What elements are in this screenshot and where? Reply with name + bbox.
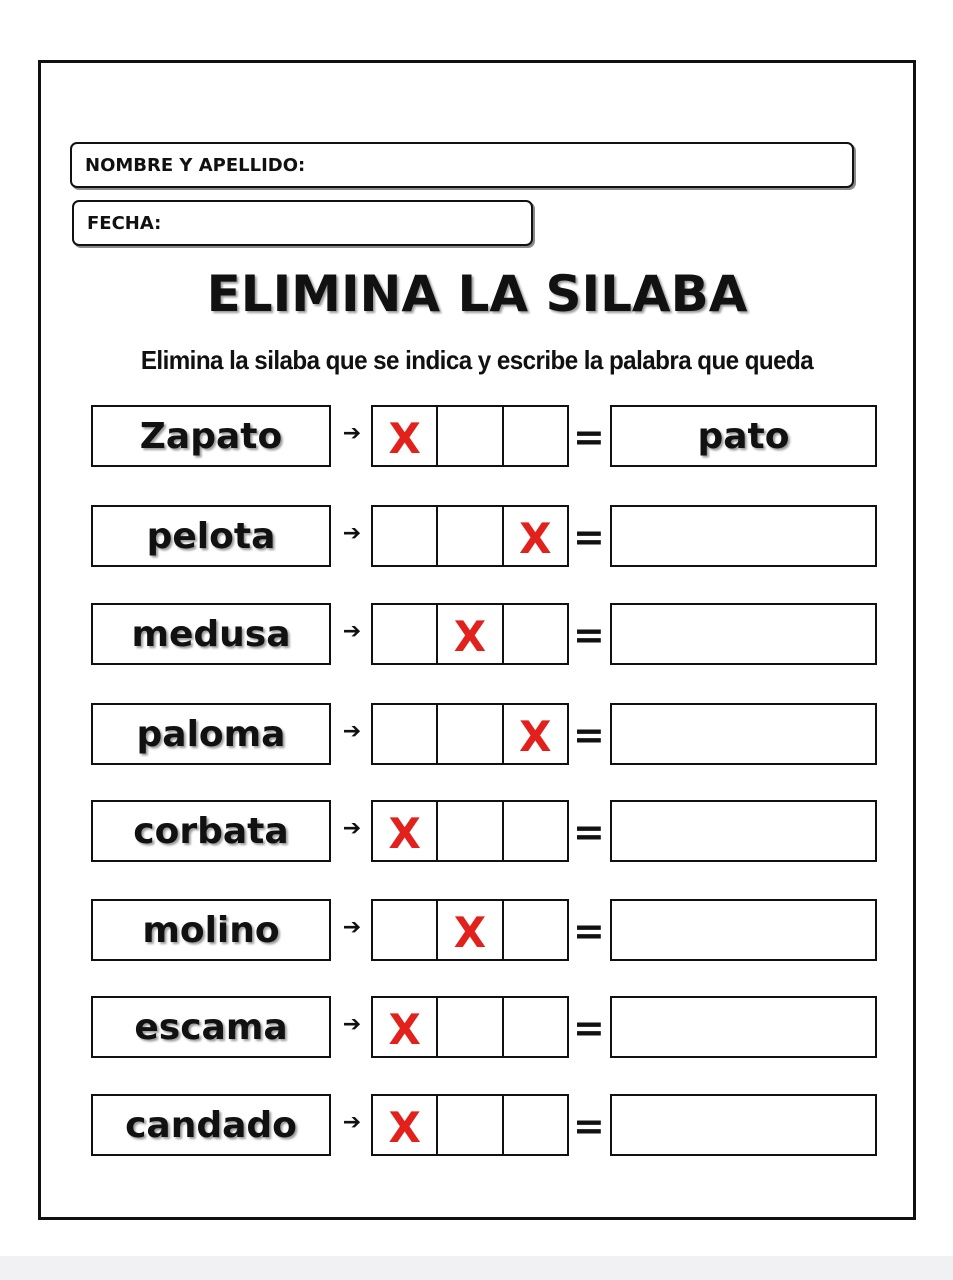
exercise-row <box>41 405 913 469</box>
cross-mark-icon: X <box>388 1103 421 1152</box>
syllable-box-1[interactable] <box>373 901 436 959</box>
syllable-box-1[interactable] <box>373 802 436 860</box>
word-box: escama <box>91 996 331 1058</box>
syllable-box-2[interactable] <box>436 605 501 663</box>
equals-sign: = <box>573 1104 605 1148</box>
arrow-right-icon: ➔ <box>342 521 362 546</box>
cross-mark-icon: X <box>388 1005 421 1054</box>
page-title: ELIMINA LA SILABA <box>206 265 748 323</box>
syllable-box-2[interactable] <box>436 998 501 1056</box>
syllable-box-3[interactable] <box>502 901 567 959</box>
arrow-right-icon: ➔ <box>342 915 362 940</box>
exercise-row <box>41 505 913 569</box>
worksheet <box>38 60 916 1220</box>
cross-mark-icon: X <box>388 414 421 463</box>
cross-mark-icon: X <box>519 712 552 761</box>
equals-sign: = <box>573 810 605 854</box>
cross-mark-icon: X <box>453 908 487 957</box>
syllable-box-3[interactable] <box>502 998 567 1056</box>
syllable-boxes <box>371 603 569 665</box>
exercise-row <box>41 1094 913 1158</box>
word-box: paloma <box>91 703 331 765</box>
syllable-box-2[interactable] <box>436 407 501 465</box>
arrow-right-icon: ➔ <box>342 719 362 744</box>
answer-box[interactable] <box>610 899 877 961</box>
syllable-boxes <box>371 505 569 567</box>
date-label: FECHA: <box>87 212 162 234</box>
exercise-row <box>41 899 913 963</box>
syllable-box-2[interactable] <box>436 507 501 565</box>
exercise-row <box>41 996 913 1060</box>
answer-box[interactable] <box>610 800 877 862</box>
answer-box[interactable] <box>610 996 877 1058</box>
exercise-row <box>41 603 913 667</box>
arrow-right-icon: ➔ <box>342 1110 362 1135</box>
exercise-row <box>41 703 913 767</box>
syllable-box-2[interactable] <box>436 1096 501 1154</box>
syllable-box-1[interactable] <box>373 1096 436 1154</box>
date-field[interactable] <box>72 200 533 246</box>
answer-box[interactable] <box>610 505 877 567</box>
bottom-strip <box>0 1256 953 1280</box>
syllable-box-2[interactable] <box>436 802 501 860</box>
syllable-box-3[interactable] <box>502 507 567 565</box>
answer-box[interactable] <box>610 603 877 665</box>
cross-mark-icon: X <box>453 612 487 661</box>
name-label: NOMBRE Y APELLIDO: <box>85 154 306 176</box>
syllable-boxes <box>371 996 569 1058</box>
answer-box[interactable] <box>610 703 877 765</box>
syllable-box-1[interactable] <box>373 998 436 1056</box>
equals-sign: = <box>573 1006 605 1050</box>
arrow-right-icon: ➔ <box>342 816 362 841</box>
equals-sign: = <box>573 613 605 657</box>
equals-sign: = <box>573 909 605 953</box>
syllable-box-2[interactable] <box>436 901 501 959</box>
cross-mark-icon: X <box>388 809 421 858</box>
syllable-boxes <box>371 703 569 765</box>
cross-mark-icon: X <box>519 514 552 563</box>
equals-sign: = <box>573 713 605 757</box>
syllable-box-3[interactable] <box>502 705 567 763</box>
syllable-box-1[interactable] <box>373 507 436 565</box>
name-field[interactable] <box>70 142 854 188</box>
syllable-boxes <box>371 1094 569 1156</box>
syllable-boxes <box>371 800 569 862</box>
syllable-box-3[interactable] <box>502 605 567 663</box>
syllable-box-3[interactable] <box>502 407 567 465</box>
syllable-box-1[interactable] <box>373 705 436 763</box>
syllable-boxes <box>371 405 569 467</box>
syllable-box-2[interactable] <box>436 705 501 763</box>
word-box: medusa <box>91 603 331 665</box>
word-box: pelota <box>91 505 331 567</box>
syllable-boxes <box>371 899 569 961</box>
arrow-right-icon: ➔ <box>342 1012 362 1037</box>
word-box: Zapato <box>91 405 331 467</box>
word-box: molino <box>91 899 331 961</box>
answer-box[interactable]: pato <box>610 405 877 467</box>
syllable-box-3[interactable] <box>502 802 567 860</box>
equals-sign: = <box>573 515 605 559</box>
answer-box[interactable] <box>610 1094 877 1156</box>
exercise-row <box>41 800 913 864</box>
arrow-right-icon: ➔ <box>342 619 362 644</box>
word-box: candado <box>91 1094 331 1156</box>
syllable-box-3[interactable] <box>502 1096 567 1154</box>
arrow-right-icon: ➔ <box>342 421 362 446</box>
word-box: corbata <box>91 800 331 862</box>
syllable-box-1[interactable] <box>373 605 436 663</box>
syllable-box-1[interactable] <box>373 407 436 465</box>
equals-sign: = <box>573 415 605 459</box>
instruction-text: Elimina la silaba que se indica y escribe la palabra que queda <box>140 345 814 375</box>
